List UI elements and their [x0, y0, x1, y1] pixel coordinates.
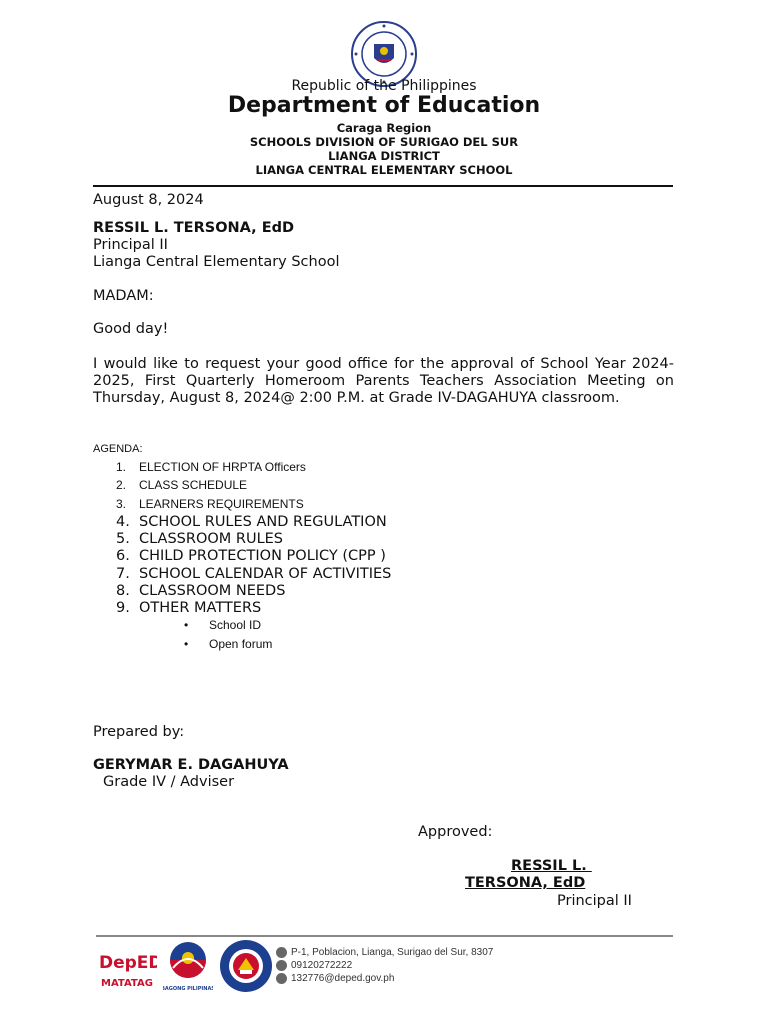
agenda-item-text: SCHOOL RULES AND REGULATION — [139, 514, 387, 530]
agenda-item-text: CLASS SCHEDULE — [139, 478, 248, 492]
agenda-item — [116, 478, 247, 492]
footer-address — [276, 947, 493, 958]
greeting: Good day! — [93, 321, 169, 337]
header-divider — [93, 185, 673, 187]
agenda-sub-item-text: Open forum — [209, 637, 273, 651]
preparer-name: GERYMAR E. DAGAHUYA — [93, 757, 289, 773]
agenda-item — [116, 460, 306, 474]
footer-phone — [276, 960, 352, 971]
agenda-item — [116, 548, 386, 564]
agenda-item — [116, 600, 261, 616]
agenda-item-number: 7. — [116, 566, 130, 582]
prepared-by-label: Prepared by: — [93, 724, 185, 740]
letter-date: August 8, 2024 — [93, 192, 204, 208]
agenda-item — [116, 497, 304, 511]
agenda-item — [116, 514, 387, 530]
phone-text: 09120272222 — [291, 960, 353, 971]
district-line: LIANGA DISTRICT — [328, 149, 440, 163]
agenda-item-text: SCHOOL CALENDAR OF ACTIVITIES — [139, 566, 392, 582]
addressee-name: RESSIL L. TERSONA, EdD — [93, 220, 295, 236]
approver-name-line2: TERSONA, EdD — [465, 875, 586, 891]
agenda-item-number: 9. — [116, 600, 130, 616]
agenda-sub-item — [184, 618, 261, 632]
agenda-item — [116, 583, 285, 599]
deped-matatag-logo — [97, 942, 157, 992]
approved-label: Approved: — [418, 824, 493, 840]
agenda-item-number: 2. — [116, 478, 127, 492]
addressee-position: Principal II — [93, 237, 168, 253]
agenda-item — [116, 566, 391, 582]
matatag-logo-text: MATATAG — [101, 978, 153, 989]
school-seal-icon — [218, 938, 274, 994]
agenda-item-number: 6. — [116, 548, 130, 564]
bagong-pilipinas-logo — [163, 940, 213, 995]
agenda-item-number: 3. — [116, 497, 127, 511]
agenda-sub-item — [184, 637, 272, 651]
approver-name-line1: RESSIL L. — [511, 858, 592, 874]
agenda-item-number: 5. — [116, 531, 130, 547]
email-icon — [276, 973, 287, 984]
bullet-icon: • — [184, 637, 189, 651]
salutation: MADAM: — [93, 288, 154, 304]
republic-heading: Republic of the Philippines — [291, 78, 477, 94]
agenda-title: AGENDA: — [93, 443, 143, 455]
deped-logo-text: DepED — [99, 953, 157, 973]
phone-icon — [276, 960, 287, 971]
location-icon — [276, 947, 287, 958]
addressee-school: Lianga Central Elementary School — [93, 254, 340, 270]
agenda-item-number: 8. — [116, 583, 130, 599]
agenda-item-text: LEARNERS REQUIREMENTS — [139, 497, 304, 511]
agenda-item-text: ELECTION OF HRPTA Officers — [139, 460, 306, 474]
department-heading: Department of Education — [227, 93, 541, 118]
footer-divider — [96, 935, 673, 937]
agenda-item-text: CLASSROOM RULES — [139, 531, 284, 547]
region-line: Caraga Region — [336, 121, 432, 135]
footer-email — [276, 973, 394, 984]
bullet-icon: • — [184, 618, 189, 632]
bagong-pilipinas-text: BAGONG PILIPINAS — [163, 986, 213, 992]
approver-position: Principal II — [557, 893, 632, 909]
division-line: SCHOOLS DIVISION OF SURIGAO DEL SUR — [249, 135, 519, 149]
school-line: LIANGA CENTRAL ELEMENTARY SCHOOL — [255, 163, 513, 177]
agenda-item — [116, 531, 283, 547]
email-text: 132776@deped.gov.ph — [291, 973, 395, 984]
agenda-sub-item-text: School ID — [209, 618, 262, 632]
address-text: P-1, Poblacion, Lianga, Surigao del Sur, 8307 — [291, 947, 494, 958]
agenda-item-number: 1. — [116, 460, 127, 474]
request-paragraph: I would like to request your good office for the approval of School Year 2024-2025, First Quarterly Homeroom Parents Teachers Association Meeting on Thursday, August 8, 2024@ 2:00 P.M. at Grade IV-DAGAHUYA classroom. — [93, 356, 674, 406]
agenda-item-text: CHILD PROTECTION POLICY (CPP ) — [139, 548, 386, 564]
agenda-item-text: CLASSROOM NEEDS — [139, 583, 286, 599]
preparer-position: Grade IV / Adviser — [103, 774, 235, 790]
agenda-item-text: OTHER MATTERS — [139, 600, 262, 616]
agenda-item-number: 4. — [116, 514, 130, 530]
